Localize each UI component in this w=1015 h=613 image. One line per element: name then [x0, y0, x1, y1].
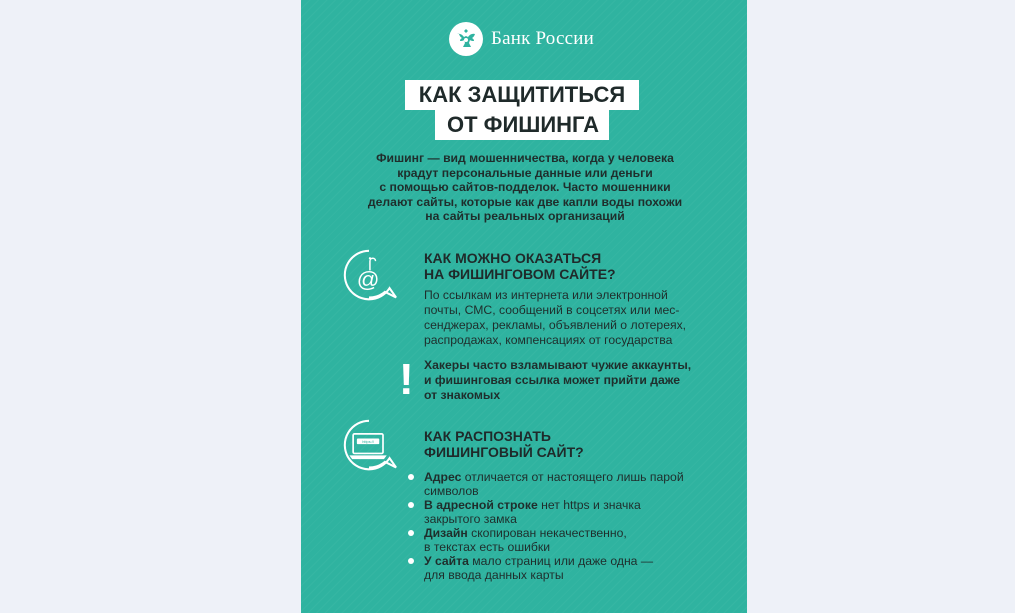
section1-body-line: сенджерах, рекламы, объявлений о лотереях,	[424, 318, 687, 332]
list-item	[408, 526, 708, 554]
list-item	[408, 554, 708, 582]
warning-line: и фишинговая ссылка может прийти даже	[424, 373, 680, 387]
sign-text-line2: закрытого замка	[424, 512, 517, 526]
sign-keyword: Дизайн	[424, 526, 468, 540]
section1-body-line: распродажах, компенсациях от государства	[424, 333, 673, 347]
at-sign-fishing-hook-icon	[341, 248, 397, 304]
bullet-icon	[408, 474, 414, 480]
sign-text-line2: для ввода данных карты	[424, 568, 564, 582]
warning-text	[424, 358, 714, 403]
section1-body-line: По ссылкам из интернета или электронной	[424, 288, 668, 302]
sign-keyword: У сайта	[424, 554, 469, 568]
warning-line: от знакомых	[424, 388, 501, 402]
exclamation-icon: !	[399, 355, 414, 404]
section1-heading-line: НА ФИШИНГОВОМ САЙТЕ?	[424, 266, 616, 282]
section1-heading	[424, 250, 684, 282]
list-item	[408, 498, 708, 526]
intro-paragraph	[363, 151, 687, 224]
list-item	[408, 470, 708, 498]
bank-of-russia-logo	[449, 22, 594, 56]
sign-text: скопирован некачественно,	[467, 526, 627, 540]
phishing-poster	[301, 0, 747, 613]
sign-keyword: Адрес	[424, 470, 462, 484]
title-line-2: ОТ ФИШИНГА	[435, 110, 609, 140]
sign-text: мало страниц или даже одна —	[468, 554, 654, 568]
bullet-icon	[408, 558, 414, 564]
intro-line: с помощью сайтов-подделок. Часто мошенники	[379, 180, 671, 195]
intro-line: делают сайты, которые как две капли воды похожи	[367, 194, 683, 209]
intro-line: крадут персональные данные или деньги	[397, 165, 653, 180]
section1-heading-line: КАК МОЖНО ОКАЗАТЬСЯ	[424, 250, 602, 266]
https-label: https://	[362, 439, 374, 445]
svg-text:@: @	[356, 267, 380, 293]
phishing-signs-list	[408, 470, 708, 582]
bullet-icon	[408, 530, 414, 536]
section1-body	[424, 288, 714, 348]
section2-heading	[424, 428, 684, 460]
logo-text: Банк России	[491, 28, 594, 49]
title-line-1: КАК ЗАЩИТИТЬСЯ	[405, 80, 639, 110]
intro-line: на сайты реальных организаций	[425, 209, 625, 224]
bullet-icon	[408, 502, 414, 508]
sign-text-line2: символов	[424, 484, 479, 498]
warning-line: Хакеры часто взламывают чужие аккаунты,	[424, 358, 692, 372]
intro-line: Фишинг — вид мошенничества, когда у человека	[376, 151, 674, 165]
section2-heading-line: ФИШИНГОВЫЙ САЙТ?	[424, 444, 584, 460]
double-headed-eagle-icon	[449, 22, 483, 56]
sign-text: нет https и значка	[537, 498, 641, 512]
laptop-https-icon	[341, 418, 397, 474]
sign-text: отличается от настоящего лишь парой	[461, 470, 684, 484]
section2-heading-line: КАК РАСПОЗНАТЬ	[424, 428, 551, 444]
sign-keyword: В адресной строке	[424, 498, 538, 512]
section1-body-line: почты, СМС, сообщений в соцсетях или мес-	[424, 303, 680, 317]
sign-text-line2: в текстах есть ошибки	[424, 540, 551, 554]
